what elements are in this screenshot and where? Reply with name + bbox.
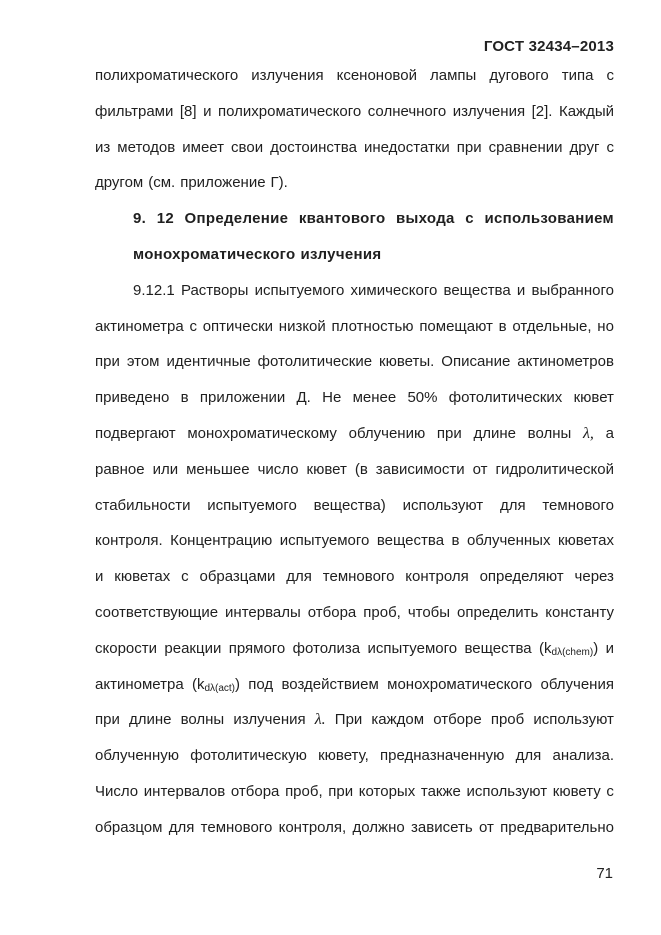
rate-constant-act: $(k_{d\lambda(act)})$	[191, 675, 241, 694]
word: монохроматического	[387, 675, 533, 693]
word: фотолитическую	[190, 747, 307, 765]
word: с	[465, 210, 474, 228]
word: темнового	[200, 818, 273, 836]
word: свои	[231, 138, 264, 156]
word: лампы	[430, 67, 477, 84]
word: при	[456, 138, 482, 156]
word: прямого	[228, 639, 286, 657]
text-line	[95, 309, 614, 345]
word: помещают	[419, 317, 493, 335]
text-line	[95, 774, 614, 810]
text-line	[95, 488, 614, 524]
word: интервалов	[143, 782, 226, 800]
text-line	[95, 631, 614, 667]
word: при	[436, 424, 462, 442]
word: фотолитические	[257, 353, 373, 371]
word: отдельные,	[512, 317, 592, 335]
word: стабильности	[95, 496, 191, 514]
lambda-symbol: λ.	[314, 711, 326, 729]
word: друг	[569, 138, 600, 156]
word: и	[95, 568, 104, 586]
word: испытуемого	[367, 639, 458, 657]
word: и	[203, 102, 212, 120]
text-line	[95, 380, 614, 416]
word: кювет	[573, 389, 614, 407]
word: кювету,	[318, 747, 369, 765]
word: зависимости	[375, 460, 465, 478]
word: сравнении	[488, 138, 563, 156]
page-number: 71	[596, 865, 613, 882]
word: кюветах	[114, 568, 171, 586]
word: инедостатки	[363, 138, 450, 156]
document-body	[95, 58, 614, 846]
word: предназначенную	[380, 747, 505, 765]
word: для	[499, 496, 526, 514]
word: Г).	[270, 174, 288, 192]
word: анализа.	[552, 747, 614, 765]
word: для	[515, 747, 542, 765]
word: 12	[156, 210, 174, 228]
word: но	[597, 317, 614, 335]
word: актинометра	[95, 675, 184, 693]
word: темнового	[542, 496, 614, 514]
word: испытуемого	[254, 281, 345, 299]
word: излучения	[251, 67, 324, 84]
text-line	[95, 130, 614, 166]
word: 9.12.1	[133, 281, 175, 299]
word: (см.	[148, 174, 176, 192]
word: с	[606, 782, 614, 800]
word: с	[606, 67, 614, 84]
word: другом	[95, 174, 144, 192]
word: Д.	[296, 389, 311, 407]
word: Концентрацию	[170, 532, 273, 550]
word: менее	[352, 389, 397, 407]
word: образцами	[199, 568, 276, 586]
standard-code-header: ГОСТ 32434–2013	[483, 38, 614, 55]
word: волны	[527, 424, 572, 442]
word: темнового	[322, 568, 395, 586]
word: облученных	[466, 532, 551, 550]
word: при	[328, 782, 354, 800]
word: соответствующие	[95, 603, 219, 621]
word: при	[95, 353, 120, 371]
word: подвергают	[95, 424, 176, 442]
word: интервалы	[225, 603, 301, 621]
word: от	[472, 460, 488, 478]
word: квантового	[298, 210, 386, 228]
word: а	[605, 424, 614, 442]
text-line	[95, 165, 614, 201]
word: длине	[473, 424, 516, 442]
word: Каждый	[558, 102, 614, 120]
word: вещества	[376, 532, 445, 550]
word: которых	[358, 782, 416, 800]
text-line	[95, 595, 614, 631]
word: для	[286, 568, 312, 586]
word: полихроматического	[95, 67, 239, 84]
word: используют	[402, 496, 484, 514]
word: или	[152, 460, 179, 478]
word: проб	[490, 711, 525, 729]
word: меньшее	[186, 460, 250, 478]
word: кюветы.	[379, 353, 435, 371]
word: зависеть	[411, 818, 473, 836]
word: облучению	[348, 424, 426, 442]
word: плотностью	[331, 317, 414, 335]
word: в	[451, 532, 460, 550]
word: дугового	[489, 67, 549, 84]
word: контроля,	[278, 818, 347, 836]
subscript: dλ(act)	[204, 682, 236, 694]
text-line	[95, 416, 614, 452]
word: монохроматического	[133, 245, 296, 263]
word: (в	[354, 460, 368, 478]
word: фильтрами	[95, 102, 174, 120]
word: монохроматическому	[187, 424, 337, 442]
word: кюветах	[557, 532, 614, 550]
word: контроля.	[95, 532, 163, 550]
text-line	[95, 667, 614, 703]
word: полихроматического	[218, 102, 362, 120]
word: равное	[95, 460, 145, 478]
word: отбора	[307, 603, 357, 621]
word: Описание	[441, 353, 511, 371]
text-line	[95, 452, 614, 488]
word: выбранного	[531, 281, 614, 299]
word: вещества	[443, 281, 511, 299]
text-line	[95, 738, 614, 774]
word: при	[95, 711, 120, 729]
rate-constant-chem: $(k_{d\lambda(chem)})$	[539, 639, 599, 658]
word: 50%	[407, 389, 438, 407]
word: ксеноновой	[336, 67, 417, 84]
word: воздействием	[281, 675, 379, 693]
word: чтобы	[407, 603, 451, 621]
word: оптически	[202, 317, 274, 335]
word: определяют	[479, 568, 564, 586]
word: солнечного	[367, 102, 447, 120]
word: проб,	[285, 782, 323, 800]
word: излучения	[300, 245, 382, 263]
word: использованием	[484, 210, 614, 228]
lambda-symbol: λ,	[582, 424, 594, 442]
word: в	[180, 389, 189, 407]
word: облучения	[540, 675, 614, 693]
text-line	[95, 344, 614, 380]
word: образцом	[95, 818, 163, 836]
word: контроля	[405, 568, 469, 586]
word: идентичные	[166, 353, 251, 371]
word: При	[334, 711, 363, 729]
word: проб,	[363, 603, 401, 621]
word: актинометров	[517, 353, 614, 371]
word: фотолиза	[292, 639, 361, 657]
word: число	[257, 460, 299, 478]
word: с	[189, 317, 197, 335]
section-heading-line	[95, 201, 614, 237]
word: вещества	[464, 639, 532, 657]
word: имеет	[182, 138, 225, 156]
text-line	[95, 810, 614, 846]
text-line	[95, 273, 614, 309]
text-line	[95, 94, 614, 130]
word: [2].	[531, 102, 553, 120]
word: методов	[117, 138, 176, 156]
word: для	[168, 818, 195, 836]
word: испытуемого	[279, 532, 370, 550]
word: предварительно	[500, 818, 614, 836]
word: актинометра	[95, 317, 184, 335]
word: также	[420, 782, 461, 800]
subscript: dλ(chem)	[551, 646, 594, 658]
word: Число	[95, 782, 139, 800]
word: скорости	[95, 639, 158, 657]
word: каждом	[371, 711, 425, 729]
word: используют	[533, 711, 614, 729]
word: приложении	[199, 389, 286, 407]
word: определить	[457, 603, 539, 621]
word: отбора	[230, 782, 280, 800]
word: от	[478, 818, 494, 836]
word: испытуемого	[207, 496, 297, 514]
text-line	[95, 702, 614, 738]
word: длине	[128, 711, 172, 729]
word: через	[574, 568, 614, 586]
word: химического	[350, 281, 438, 299]
word: кювет	[306, 460, 347, 478]
word: гидролитической	[495, 460, 614, 478]
word: этом	[126, 353, 160, 371]
word: приведено	[95, 389, 170, 407]
word: с	[606, 138, 614, 156]
word: Не	[322, 389, 342, 407]
word: и	[605, 639, 614, 657]
word: достоинства	[270, 138, 357, 156]
word: излучения	[233, 711, 306, 729]
word: и	[516, 281, 526, 299]
text-line	[95, 58, 614, 94]
word: фотолитических	[448, 389, 563, 407]
word: типа	[561, 67, 594, 84]
word: отборе	[433, 711, 482, 729]
word: с	[181, 568, 189, 586]
section-heading-line	[95, 237, 614, 273]
word: вещества)	[313, 496, 386, 514]
word: [8]	[179, 102, 197, 120]
word: используют	[466, 782, 548, 800]
word: Определение	[184, 210, 289, 228]
word: кювету	[552, 782, 601, 800]
word: в	[498, 317, 507, 335]
word: Растворы	[180, 281, 249, 299]
word: облученную	[95, 747, 179, 765]
word: приложение	[180, 174, 266, 192]
word: константу	[545, 603, 614, 621]
word: под	[248, 675, 274, 693]
word: низкой	[278, 317, 326, 335]
word: излучения	[452, 102, 526, 120]
word: волны	[180, 711, 225, 729]
word: 9.	[133, 210, 147, 228]
text-line	[95, 523, 614, 559]
word: из	[95, 138, 111, 156]
word: должно	[352, 818, 405, 836]
text-line	[95, 559, 614, 595]
word: выхода	[396, 210, 455, 228]
word: реакции	[164, 639, 222, 657]
